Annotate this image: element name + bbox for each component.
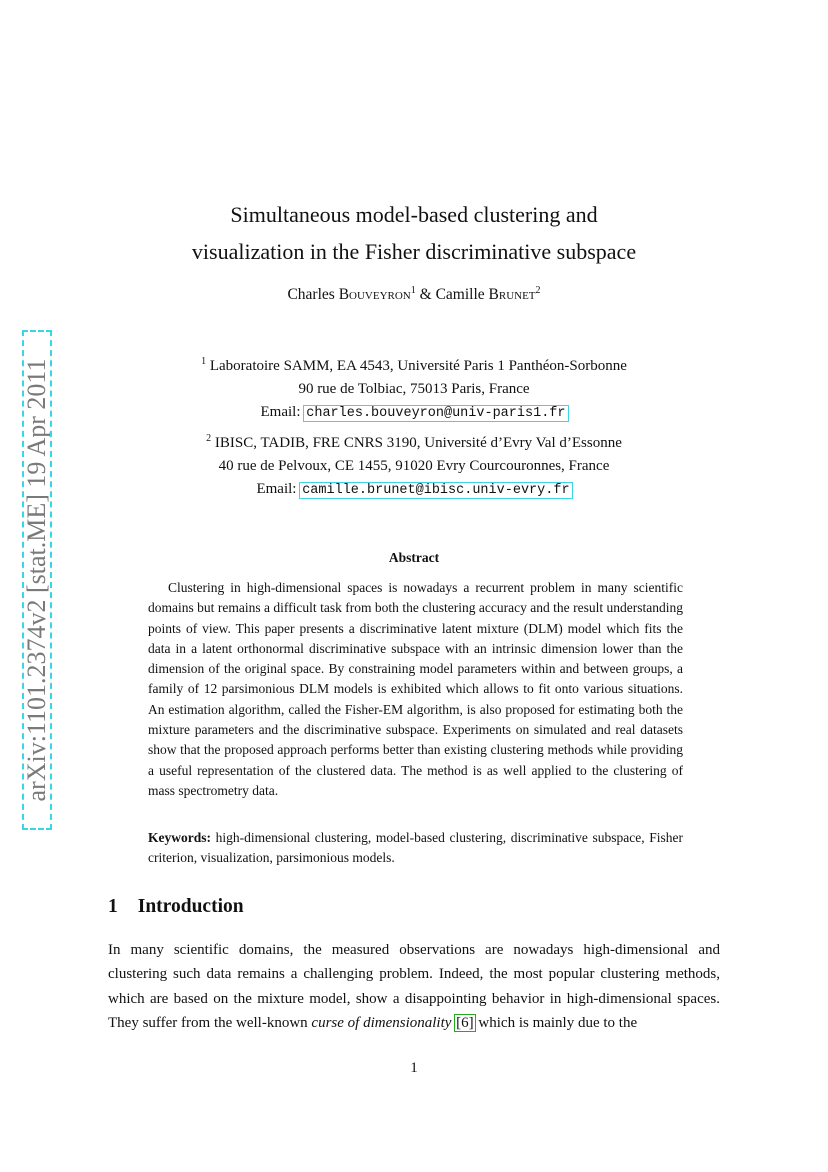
affiliation-1-email-label: Email:: [260, 404, 305, 420]
intro-paragraph: [108, 938, 720, 1035]
author-separator: &: [415, 286, 436, 304]
section-number: 1: [108, 896, 118, 917]
author-2-sup: 2: [535, 285, 541, 296]
author-1-first: Charles: [287, 286, 339, 304]
author-2-email-link[interactable]: camille.brunet@ibisc.univ-evry.fr: [302, 483, 570, 498]
keywords-label: Keywords:: [148, 830, 211, 845]
section-title: Introduction: [137, 896, 244, 917]
intro-text-3: which is mainly due to the: [474, 1014, 638, 1031]
affiliation-1-line-1: Laboratoire SAMM, EA 4543, Université Paris 1 Panthéon-Sorbonne: [206, 358, 627, 374]
abstract-heading: Abstract: [388, 550, 440, 565]
author-1-last: Bouveyron: [338, 286, 411, 304]
keywords-text: high-dimensional clustering, model-based clustering, discriminative subspace, Fisher criterion, visualization, parsimonious models.: [148, 830, 683, 866]
title-line-2: visualization in the Fisher discriminative subspace: [191, 239, 637, 264]
abstract-text: Clustering in high-dimensional spaces is nowadays a recurrent problem in many scientific domains but remains a difficult task from both the clustering accuracy and the result understanding points of view. This paper presents a discriminative latent mixture (DLM) model which fits the data in a latent orthonormal discriminative subspace with an intrinsic dimension lower than the dimension of the original space. By constraining model parameters within and between groups, a family of 12 parsimonious DLM models is exhibited which allows to fit onto various situations. An estimation algorithm, called the Fisher-EM algorithm, is also proposed for estimating both the mixture parameters and the discriminative subspace. Experiments on simulated and real datasets show that the proposed approach performs better than existing clustering methods while providing a useful representation of the clustered data. The method is as well applied to the clustering of mass spectrometry data.: [148, 580, 683, 798]
author-1-email-link[interactable]: charles.bouveyron@univ-paris1.fr: [306, 406, 566, 421]
arxiv-stamp-text[interactable]: arXiv:1101.2374v2 [stat.ME] 19 Apr 2011: [22, 330, 52, 830]
page-number: 1: [410, 1060, 418, 1076]
author-2-last: Brunet: [488, 286, 536, 304]
section-heading-introduction: [108, 896, 244, 918]
affiliation-2: [108, 427, 720, 502]
authors: [108, 285, 720, 304]
affiliation-1-sup: 1: [201, 356, 207, 367]
affiliation-1: [108, 350, 720, 425]
intro-text-1: In many scientific domains, the measured observations are nowadays high-dimensional and clustering such data remains a challenging problem. Indeed, the most popular clustering methods, which are based on the mixture model, show a disappointing behavior in high-dimensional spaces. They suffer from the well-known: [108, 942, 720, 1031]
affiliation-1-line-2: 90 rue de Tolbiac, 75013 Paris, France: [298, 381, 530, 397]
affiliation-2-line-2: 40 rue de Pelvoux, CE 1455, 91020 Evry Courcouronnes, France: [218, 458, 610, 474]
paper-title: [108, 196, 720, 270]
title-line-1: Simultaneous model-based clustering and: [230, 202, 598, 227]
affiliation-2-line-1: IBISC, TADIB, FRE CNRS 3190, Université d’Evry Val d’Essonne: [211, 435, 622, 451]
arxiv-stamp: [22, 330, 52, 830]
intro-italic-term: curse of dimensionality: [311, 1014, 452, 1031]
author-1-sup: 1: [410, 285, 416, 296]
author-2-first: Camille: [435, 286, 489, 304]
keywords: [148, 828, 683, 869]
affiliation-2-sup: 2: [206, 433, 212, 444]
citation-link[interactable]: [6]: [456, 1014, 474, 1031]
affiliation-2-email-label: Email:: [256, 481, 301, 497]
